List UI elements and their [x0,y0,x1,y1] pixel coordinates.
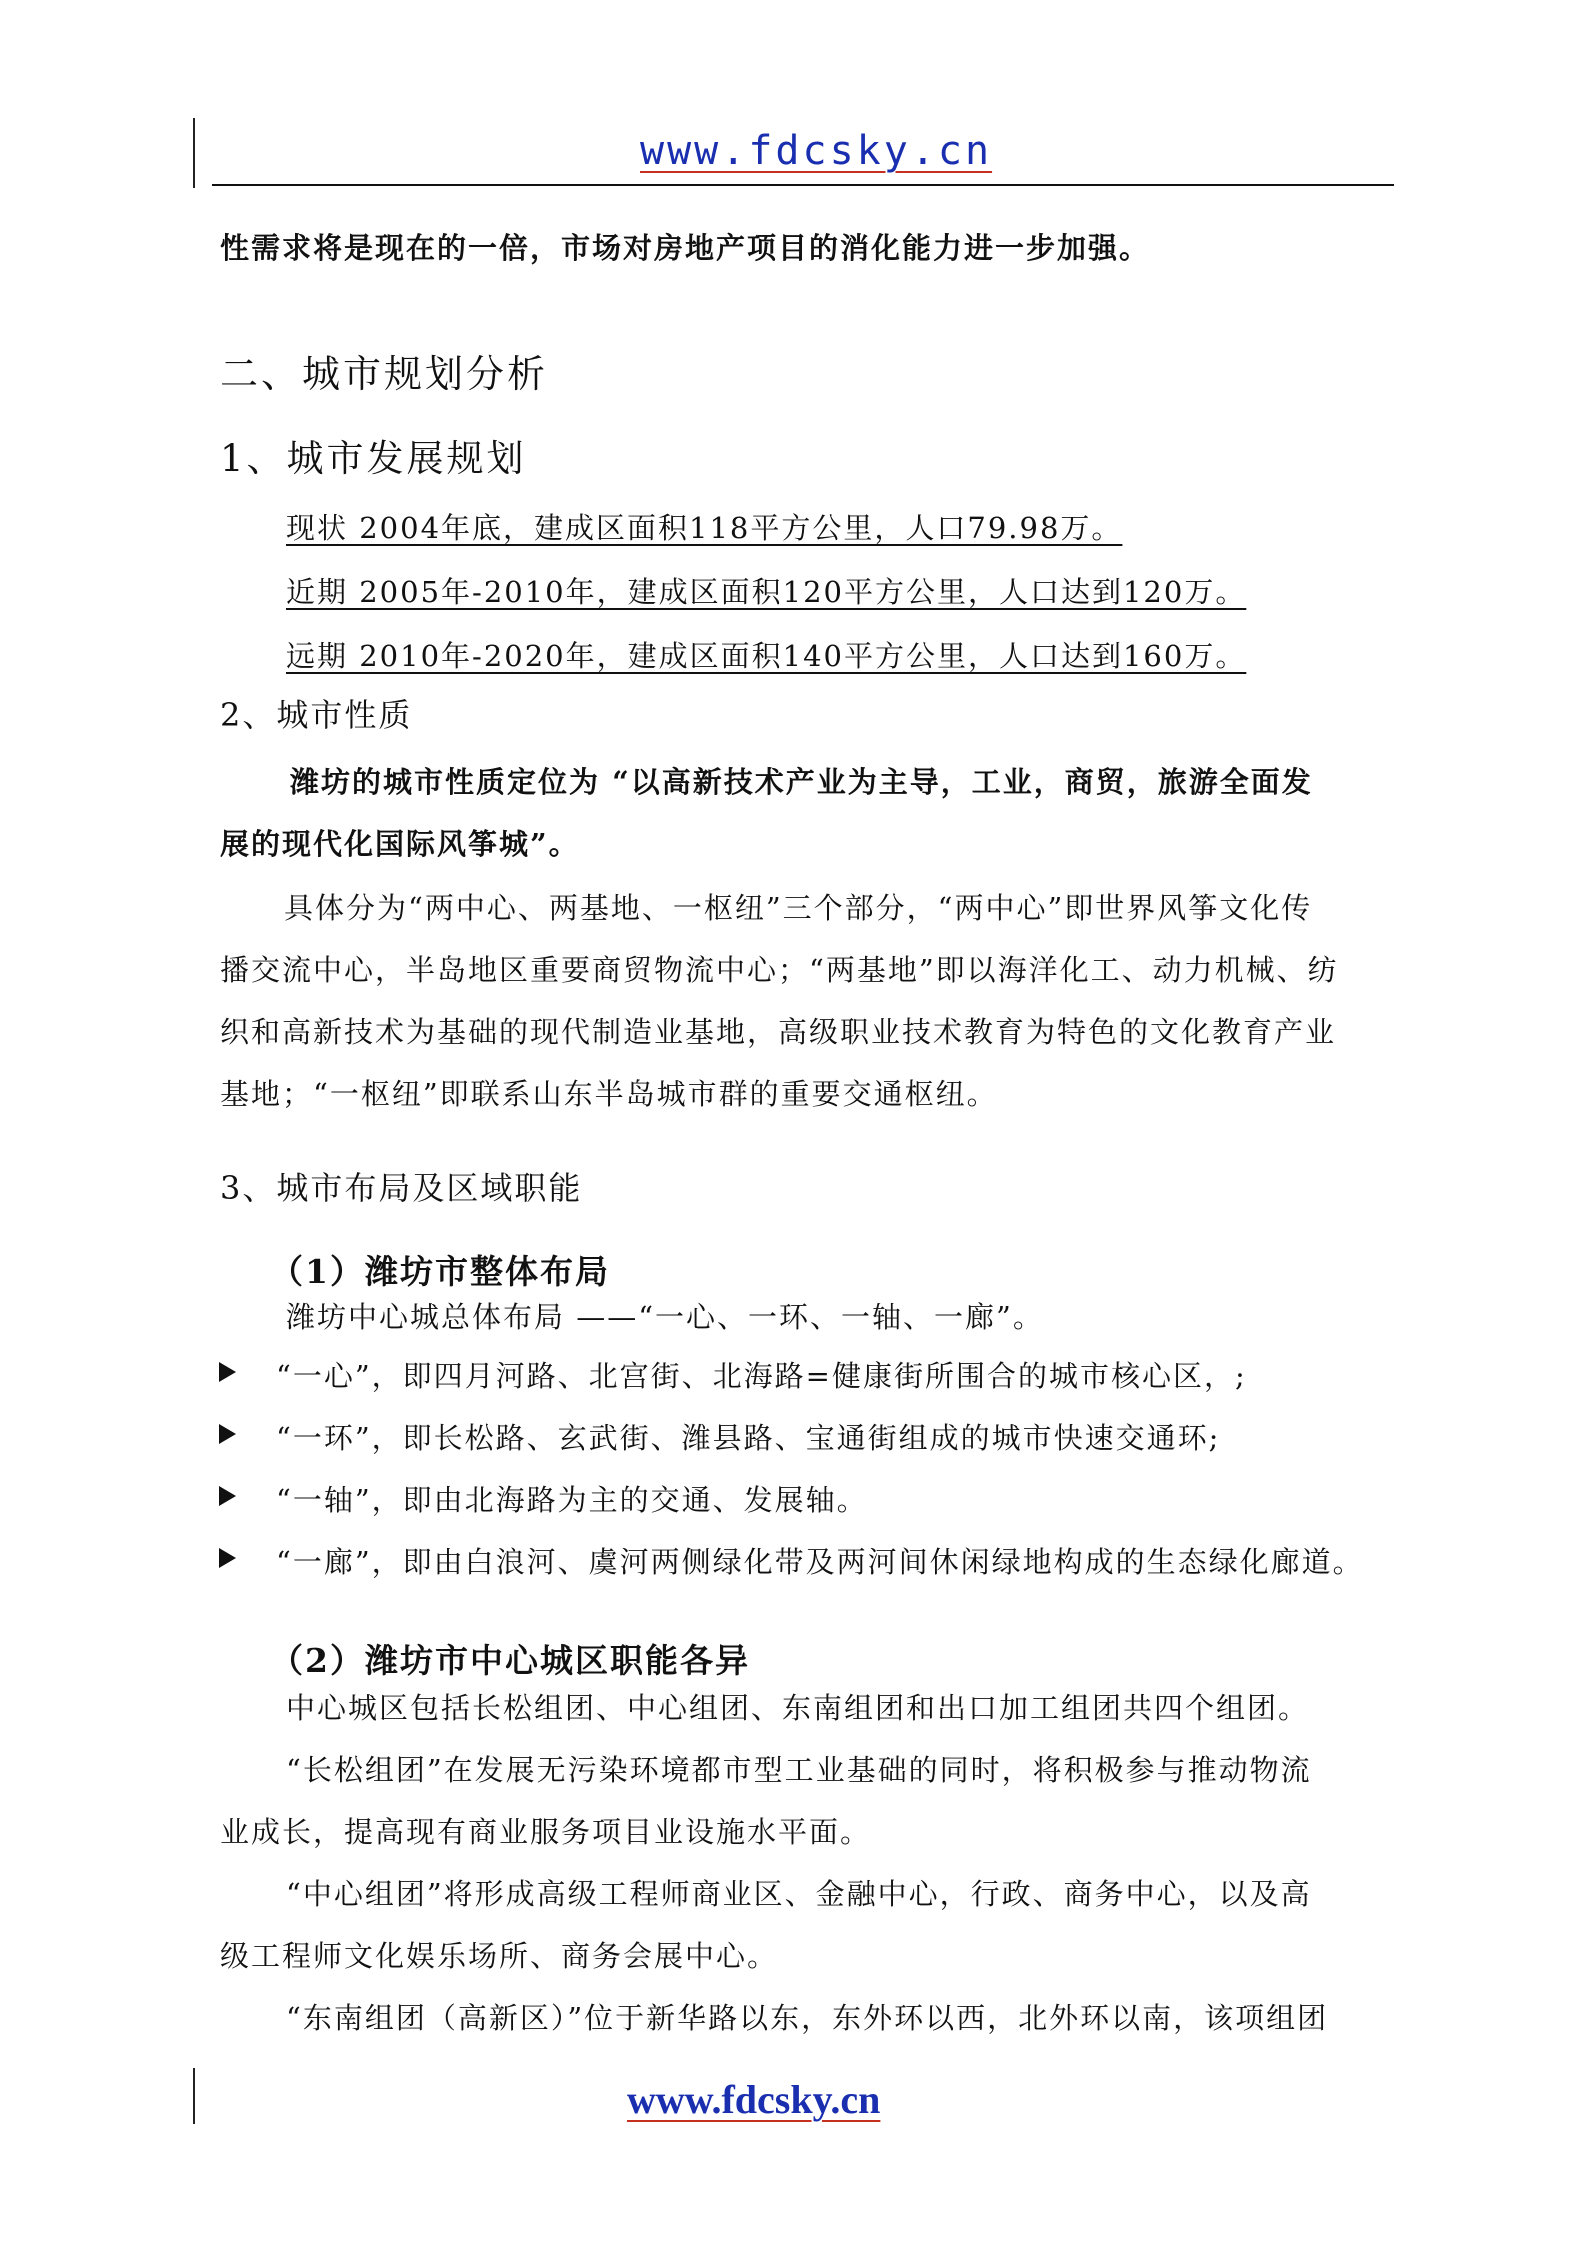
header-margin-bar [193,118,195,188]
bullet-arrow-icon [219,1362,236,1382]
bullet-arrow-icon [219,1548,236,1568]
subsection-title-1: 1、城市发展规划 [220,437,527,480]
part2-line: “东南组团（高新区）”位于新华路以东，东外环以西，北外环以南，该项组团 [286,2001,1329,2035]
part2-line: 级工程师文化娱乐场所、商务会展中心。 [220,1939,779,1973]
part2-title: （2）潍坊市中心城区职能各异 [270,1641,750,1680]
part1-intro: 潍坊中心城总体布局 ——“一心、一环、一轴、一廊”。 [286,1300,1044,1334]
bullet-arrow-icon [219,1486,236,1506]
bullet-arrow-icon [219,1424,236,1444]
plan-line-long-term: 远期 2010年-2020年，建成区面积140平方公里，人口达到160万。 [286,639,1247,673]
city-nature-para1-line2: 展的现代化国际风筝城”。 [220,827,580,861]
city-nature-para2-line1: 具体分为“两中心、两基地、一枢纽”三个部分，“两中心”即世界风筝文化传 [284,891,1313,925]
part2-line: “长松组团”在发展无污染环境都市型工业基础的同时，将积极参与推动物流 [286,1753,1312,1787]
header-url[interactable]: www.fdcsky.cn [640,128,993,174]
bullet-item: “一环”，即长松路、玄武街、潍县路、宝通街组成的城市快速交通环; [276,1421,1221,1455]
city-nature-para2-line2: 播交流中心，半岛地区重要商贸物流中心；“两基地”即以海洋化工、动力机械、纺 [220,953,1339,987]
part1-title: （1）潍坊市整体布局 [270,1252,610,1291]
part2-line: 中心城区包括长松组团、中心组团、东南组团和出口加工组团共四个组团。 [286,1691,1310,1725]
subsection-title-3: 3、城市布局及区域职能 [220,1169,583,1207]
footer-margin-bar [193,2068,195,2124]
section-title: 二、城市规划分析 [220,352,549,396]
city-nature-para2-line3: 织和高新技术为基础的现代制造业基地，高级职业技术教育为特色的文化教育产业 [220,1015,1337,1049]
plan-line-current: 现状 2004年底，建成区面积118平方公里，人口79.98万。 [286,511,1123,545]
city-nature-para1-line1: 潍坊的城市性质定位为 “以高新技术产业为主导，工业，商贸，旅游全面发 [290,765,1313,799]
subsection-title-2: 2、城市性质 [220,696,413,734]
part2-line: 业成长，提高现有商业服务项目业设施水平面。 [220,1815,872,1849]
bullet-item: “一轴”，即由北海路为主的交通、发展轴。 [276,1483,868,1517]
city-nature-para2-line4: 基地；“一枢纽”即联系山东半岛城市群的重要交通枢纽。 [220,1077,998,1111]
footer-url[interactable]: www.fdcsky.cn [627,2077,881,2122]
bullet-item: “一心”，即四月河路、北宫街、北海路=健康街所围合的城市核心区，; [276,1359,1247,1393]
continuation-line: 性需求将是现在的一倍，市场对房地产项目的消化能力进一步加强。 [220,231,1151,265]
plan-line-near-term: 近期 2005年-2010年，建成区面积120平方公里，人口达到120万。 [286,575,1247,609]
part2-line: “中心组团”将形成高级工程师商业区、金融中心，行政、商务中心，以及高 [286,1877,1312,1911]
bullet-item: “一廊”，即由白浪河、虞河两侧绿化带及两河间休闲绿地构成的生态绿化廊道。 [276,1545,1364,1579]
header-rule [212,184,1394,186]
